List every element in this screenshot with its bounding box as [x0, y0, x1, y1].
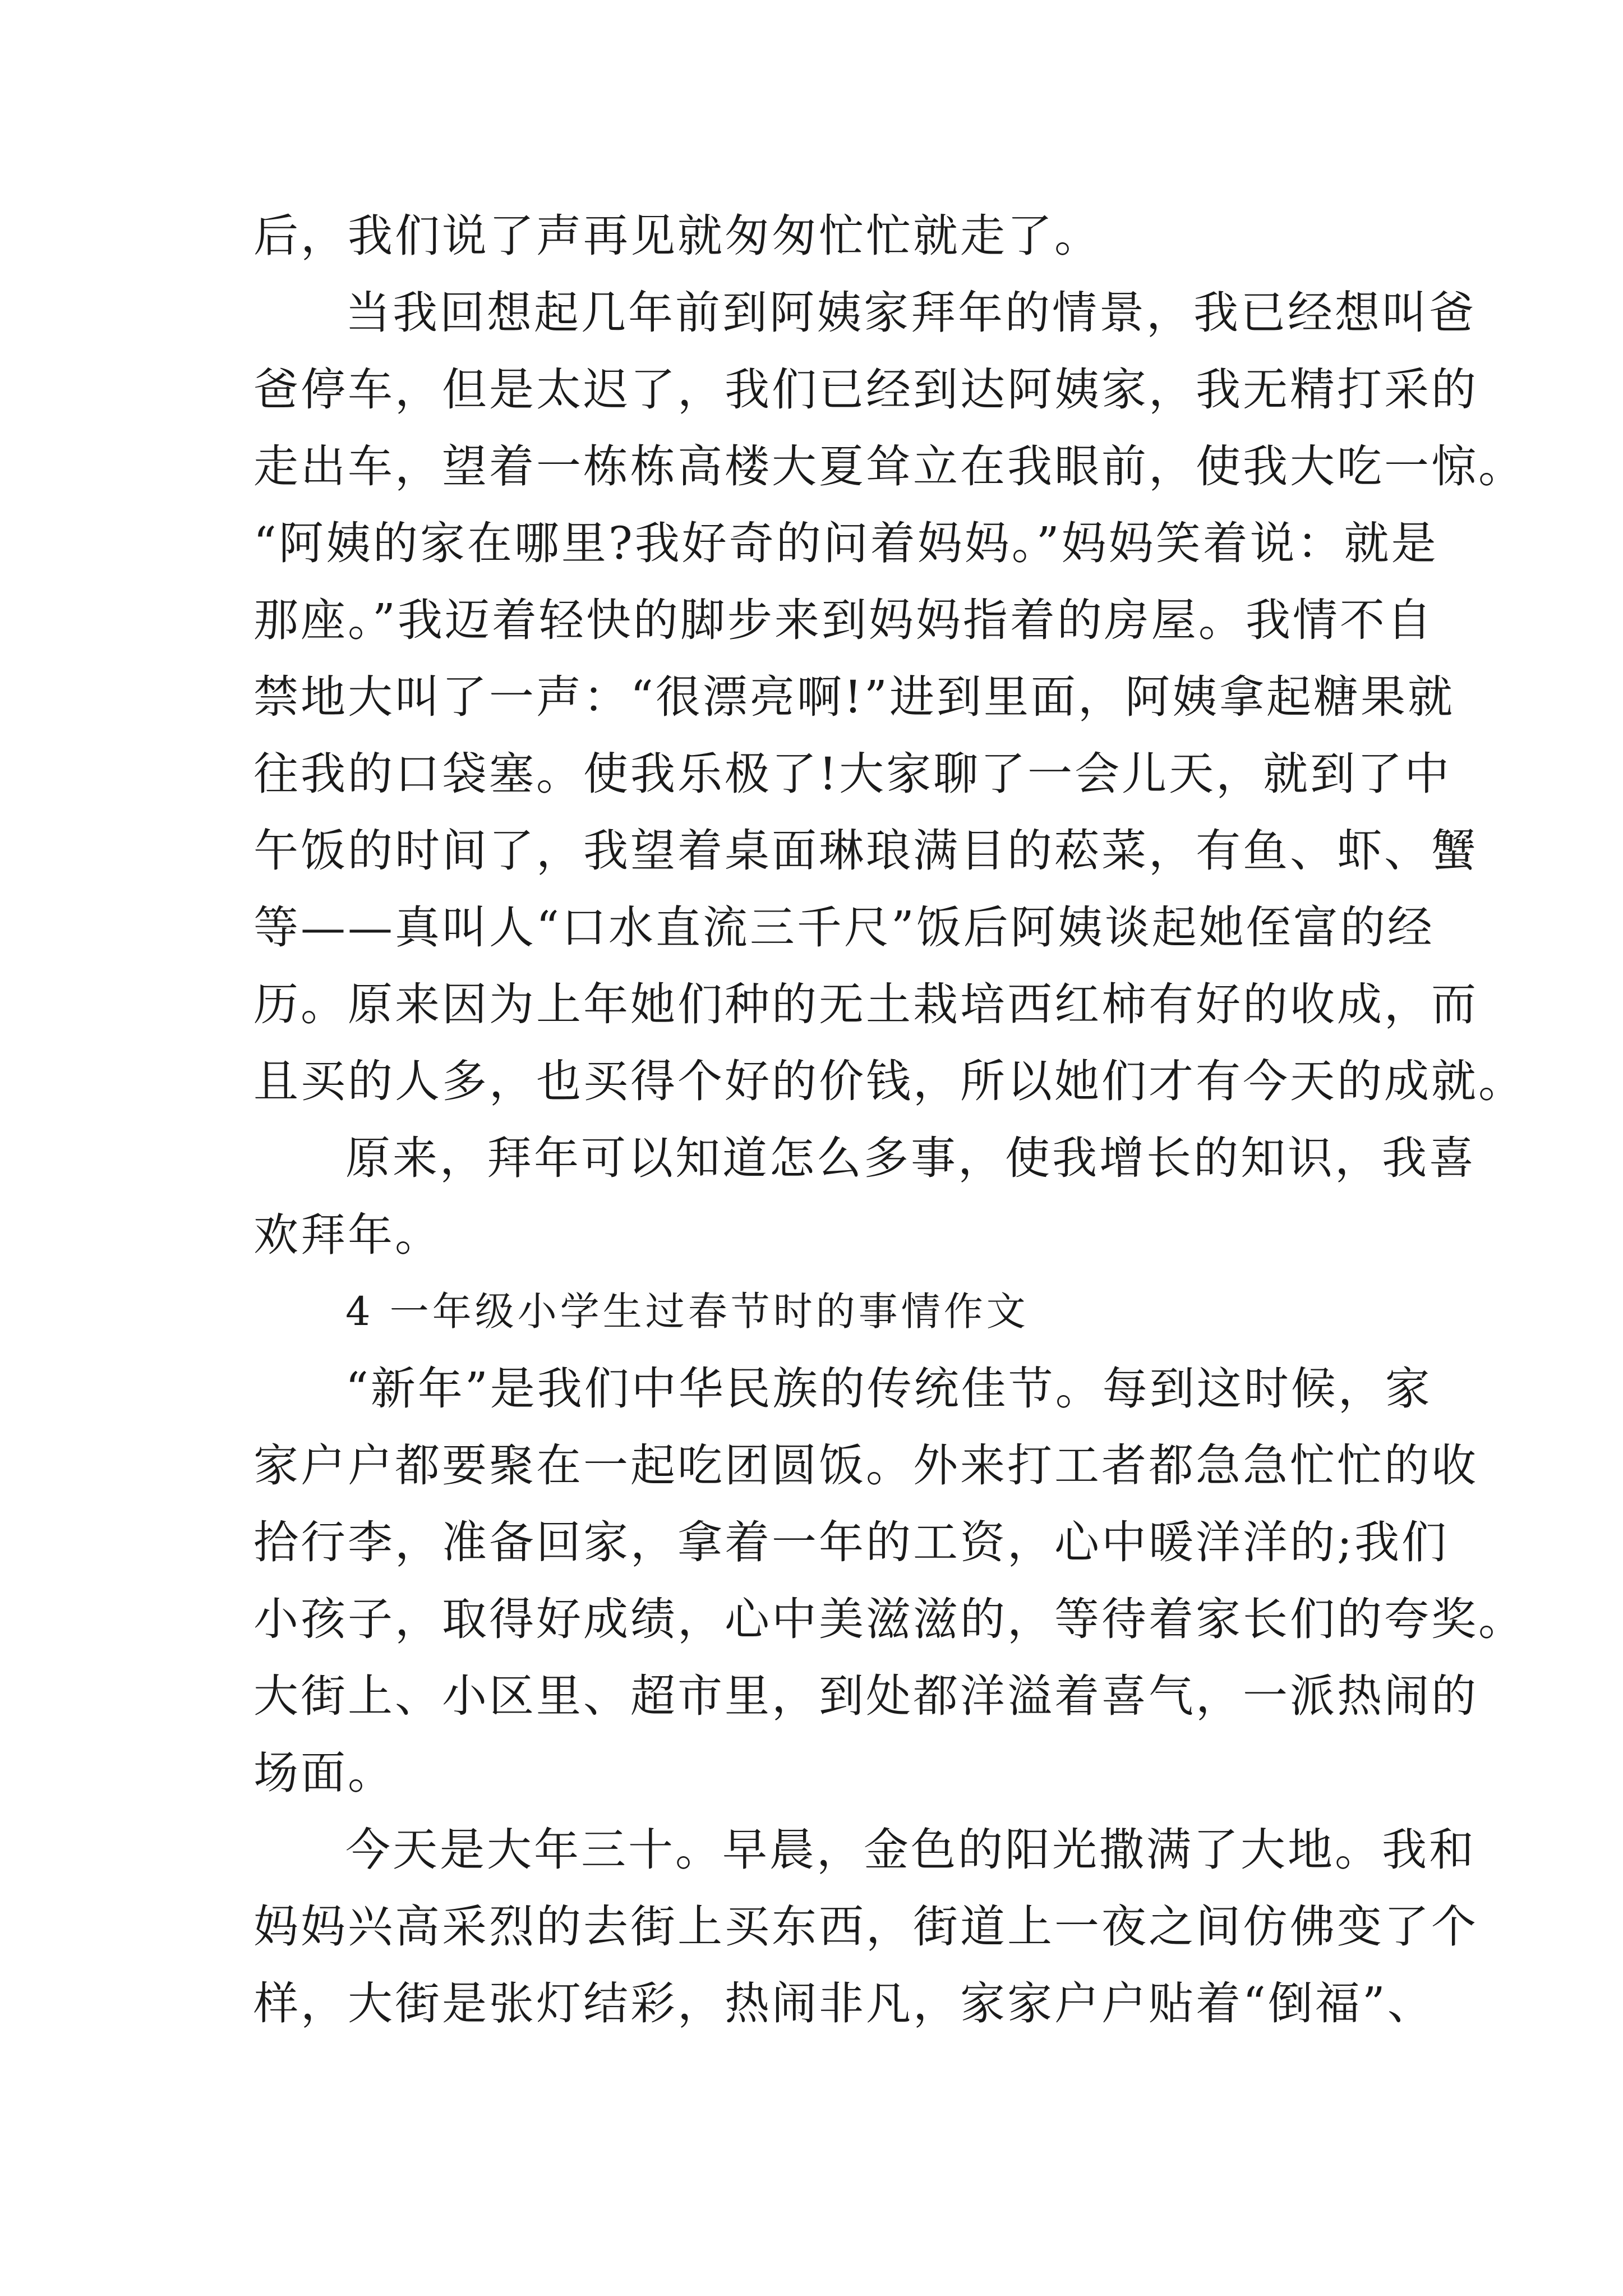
- paragraph-start-line: 当我回想起几年前到阿姨家拜年的情景，我已经想叫爸: [345, 287, 1476, 339]
- text-line: 且买的人多，也买得个好的价钱，所以她们才有今天的成就。: [253, 1055, 1525, 1107]
- text-line: 小孩子，取得好成绩，心中美滋滋的，等待着家长们的夸奖。: [253, 1593, 1525, 1645]
- section-heading: 4 一年级小学生过春节时的事情作文: [345, 1289, 1029, 1335]
- text-line: 爸停车，但是太迟了，我们已经到达阿姨家，我无精打采的: [253, 364, 1478, 416]
- text-line: 样，大街是张灯结彩，热闹非凡，家家户户贴着“倒福”、: [253, 1977, 1435, 2030]
- text-line: 往我的口袋塞。使我乐极了!大家聊了一会儿天，就到了中: [253, 748, 1452, 800]
- paragraph-start-line: 原来，拜年可以知道怎么多事，使我增长的知识，我喜: [345, 1132, 1476, 1184]
- text-line: 妈妈兴高采烈的去街上买东西，街道上一夜之间仿佛变了个: [253, 1901, 1478, 1953]
- text-line: “阿姨的家在哪里?我好奇的问着妈妈。”妈妈笑着说：就是: [253, 517, 1438, 569]
- text-line: 等——真叫人“口水直流三千尺”饭后阿姨谈起她侄富的经: [253, 901, 1435, 954]
- text-line: 那座。”我迈着轻快的脚步来到妈妈指着的房屋。我情不自: [253, 594, 1434, 646]
- text-line: 禁地大叫了一声：“很漂亮啊!”进到里面，阿姨拿起糖果就: [253, 671, 1455, 723]
- text-line: 大街上、小区里、超市里，到处都洋溢着喜气，一派热闹的: [253, 1670, 1478, 1722]
- text-line: 历。原来因为上年她们种的无土栽培西红柿有好的收成，而: [253, 978, 1478, 1030]
- text-line: 场面。: [253, 1747, 395, 1799]
- text-line: 后，我们说了声再见就匆匆忙忙就走了。: [253, 210, 1101, 262]
- paragraph-start-line: 今天是大年三十。早晨，金色的阳光撒满了大地。我和: [345, 1824, 1476, 1876]
- paragraph-start-line: “新年”是我们中华民族的传统佳节。每到这时候，家: [345, 1363, 1432, 1415]
- text-line: 走出车，望着一栋栋高楼大夏耸立在我眼前，使我大吃一惊。: [253, 440, 1525, 493]
- essay-body: [253, 197, 1525, 2042]
- text-line: 家户户都要聚在一起吃团圆饭。外来打工者都急急忙忙的收: [253, 1439, 1478, 1492]
- text-line: 欢拜年。: [253, 1209, 442, 1261]
- text-line: 午饭的时间了，我望着桌面琳琅满目的菘菜，有鱼、虾、蟹: [253, 825, 1478, 877]
- text-line: 拾行李，准备回家，拿着一年的工资，心中暖洋洋的;我们: [253, 1516, 1449, 1568]
